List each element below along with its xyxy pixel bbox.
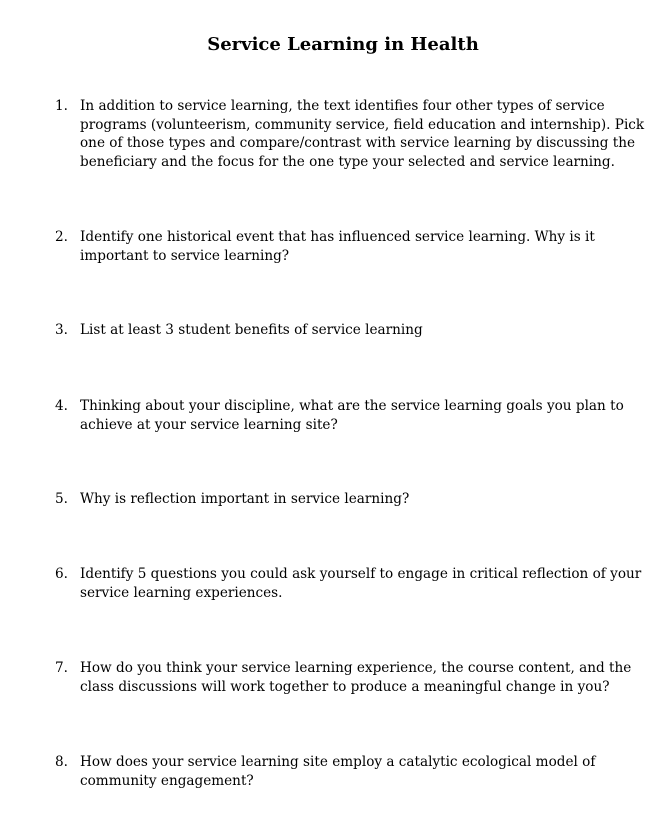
- question-text: How do you think your service learning experience, the course content, and the class discussions will work together to produce a meaningful change in you?: [80, 660, 632, 695]
- question-number: 4.: [55, 398, 68, 414]
- question-text: In addition to service learning, the text identifies four other types of service programs (volunteerism, community service, field education and internship). Pick one of those types and compare/contrast with service learning by discussing the beneficiary and the focus for the one type your selected and service learning.: [80, 98, 645, 170]
- question-number: 7.: [55, 660, 68, 676]
- question-number: 2.: [55, 229, 68, 245]
- question-text: How does your service learning site employ a catalytic ecological model of community engagement?: [80, 754, 596, 789]
- page-title: Service Learning in Health: [207, 34, 479, 55]
- question-number: 3.: [55, 322, 68, 338]
- question-text: List at least 3 student benefits of service learning: [80, 322, 423, 338]
- question-text: Identify 5 questions you could ask yourself to engage in critical reflection of your service learning experiences.: [80, 566, 642, 601]
- question-text: Identify one historical event that has influenced service learning. Why is it important to service learning?: [80, 229, 595, 264]
- question-number: 8.: [55, 754, 68, 770]
- question-text: Why is reflection important in service learning?: [80, 491, 410, 507]
- question-text: Thinking about your discipline, what are the service learning goals you plan to achieve at your service learning site?: [80, 398, 624, 433]
- question-number: 6.: [55, 566, 68, 582]
- question-number: 5.: [55, 491, 68, 507]
- question-number: 1.: [55, 98, 68, 114]
